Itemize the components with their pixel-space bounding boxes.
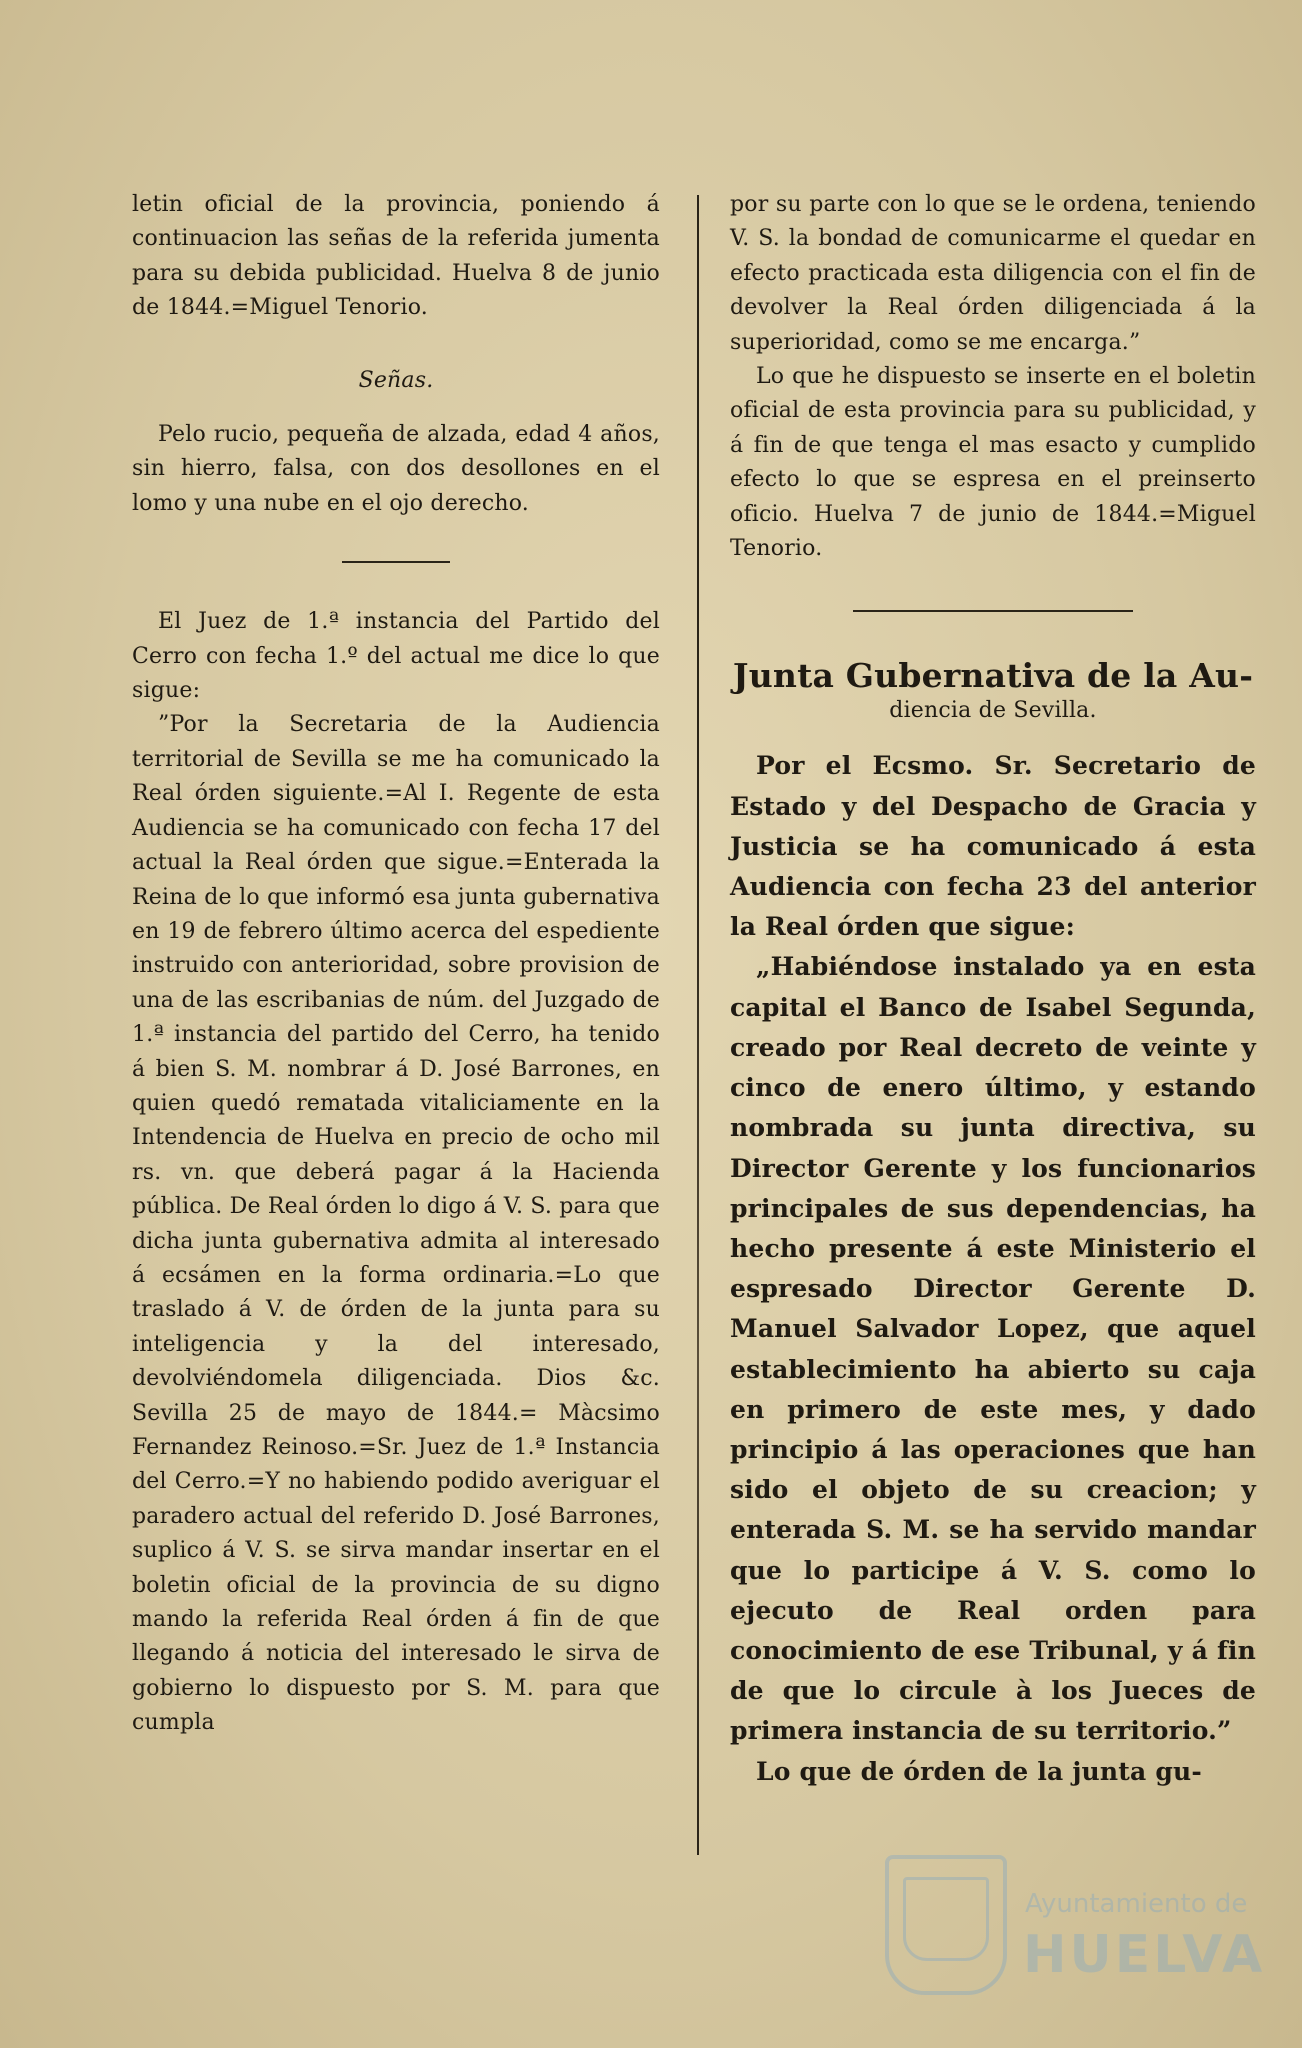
- right-paragraph-3: Por el Ecsmo. Sr. Secretario de Estado y del Despacho de Gracia y Justicia se ha comunicado á esta Audiencia con fecha 23 del anterior la Real órden que sigue:: [730, 751, 1256, 942]
- ayuntamiento-watermark: [885, 1855, 1266, 1995]
- left-paragraph-2: El Juez de 1.ª instancia del Partido del Cerro con fecha 1.º del actual me dice lo que sigue:: [132, 609, 660, 704]
- right-paragraph-1: por su parte con lo que se le ordena, teniendo V. S. la bondad de comunicarme el quedar en efecto practicada esta diligencia con el fin de devolver la Real órden diligenciada á la superioridad, como se me encarga.”: [730, 192, 1256, 355]
- shield-icon: [885, 1855, 1007, 1995]
- right-paragraph-4: „Habiéndose instalado ya en esta capital el Banco de Isabel Segunda, creado por Real decreto de veinte y cinco de enero último, y estando nombrada su junta directiva, su Director Gerente y los funcionarios principales de sus dependencias, ha hecho presente á este Ministerio el espresado Director Gerente D. Manuel Salvador Lopez, que aquel establecimiento ha abierto su caja en primero de este mes, y dado principio á las operaciones que han sido el objeto de su creacion; y enterada S. M. se ha servido mandar que lo participe á V. S. como lo ejecuto de Real orden para conocimiento de ese Tribunal, y á fin de que lo circule à los Jueces de primera instancia de su territorio.”: [730, 952, 1256, 1746]
- right-paragraph-2: Lo que he dispuesto se inserte en el boletin oficial de esta provincia para su publicidad, y á fin de que tenga el mas esacto y cumplido efecto lo que se espresa en el preinserto oficio. Huelva 7 de junio de 1844.=Miguel Tenorio.: [730, 364, 1256, 562]
- right-column: [730, 188, 1256, 1792]
- right-paragraph-5: Lo que de órden de la junta gu-: [756, 1756, 1202, 1786]
- left-paragraph-3: ”Por la Secretaria de la Audiencia territorial de Sevilla se me ha comunicado la Real órden siguiente.=Al I. Regente de esta Audiencia se ha comunicado con fecha 17 del actual la Real órden que sigue.=Enterada la Reina de lo que informó esa junta gubernativa en 19 de febrero último acerca del espediente instruido con anterioridad, sobre provision de una de las escribanias de núm. del Juzgado de 1.ª instancia del partido del Cerro, ha tenido á bien S. M. nombrar á D. José Barrones, en quien quedó rematada vitaliciamente en la Intendencia de Huelva en precio de ocho mil rs. vn. que deberá pagar á la Hacienda pública. De Real órden lo digo á V. S. para que dicha junta gubernativa admita al interesado á ecsámen en la forma ordinaria.=Lo que traslado á V. de órden de la junta para su inteligencia y la del interesado, devolviéndomela diligenciada. Dios &c. Sevilla 25 de mayo de 1844.= Màcsimo Fernandez Reinoso.=Sr. Juez de 1.ª Instancia del Cerro.=Y no habiendo podido averiguar el paradero actual del referido D. José Barrones, suplico á V. S. se sirva mandar insertar en el boletin oficial de la provincia de su digno mando la referida Real órden á fin de que llegando á noticia del interesado le sirva de gobierno lo dispuesto por S. M. para que cumpla: [132, 712, 660, 1736]
- junta-subheading: diencia de Sevilla.: [889, 698, 1097, 724]
- column-divider-line: [697, 195, 699, 1855]
- senas-heading: Señas.: [358, 367, 434, 393]
- junta-heading: Junta Gubernativa de la Au-: [732, 656, 1254, 696]
- left-paragraph-1: letin oficial de la provincia, poniendo á continuacion las señas de la referida jumenta para su debida publicidad. Huelva 8 de junio de 1844.=Miguel Tenorio.: [132, 192, 660, 321]
- watermark-line-1: Ayuntamiento de: [1025, 1889, 1248, 1919]
- left-column: [132, 188, 660, 1741]
- watermark-line-2: HUELVA: [1023, 1925, 1266, 1985]
- senas-text: Pelo rucio, pequeña de alzada, edad 4 años, sin hierro, falsa, con dos desollones en el lomo y una nube en el ojo derecho.: [132, 422, 660, 516]
